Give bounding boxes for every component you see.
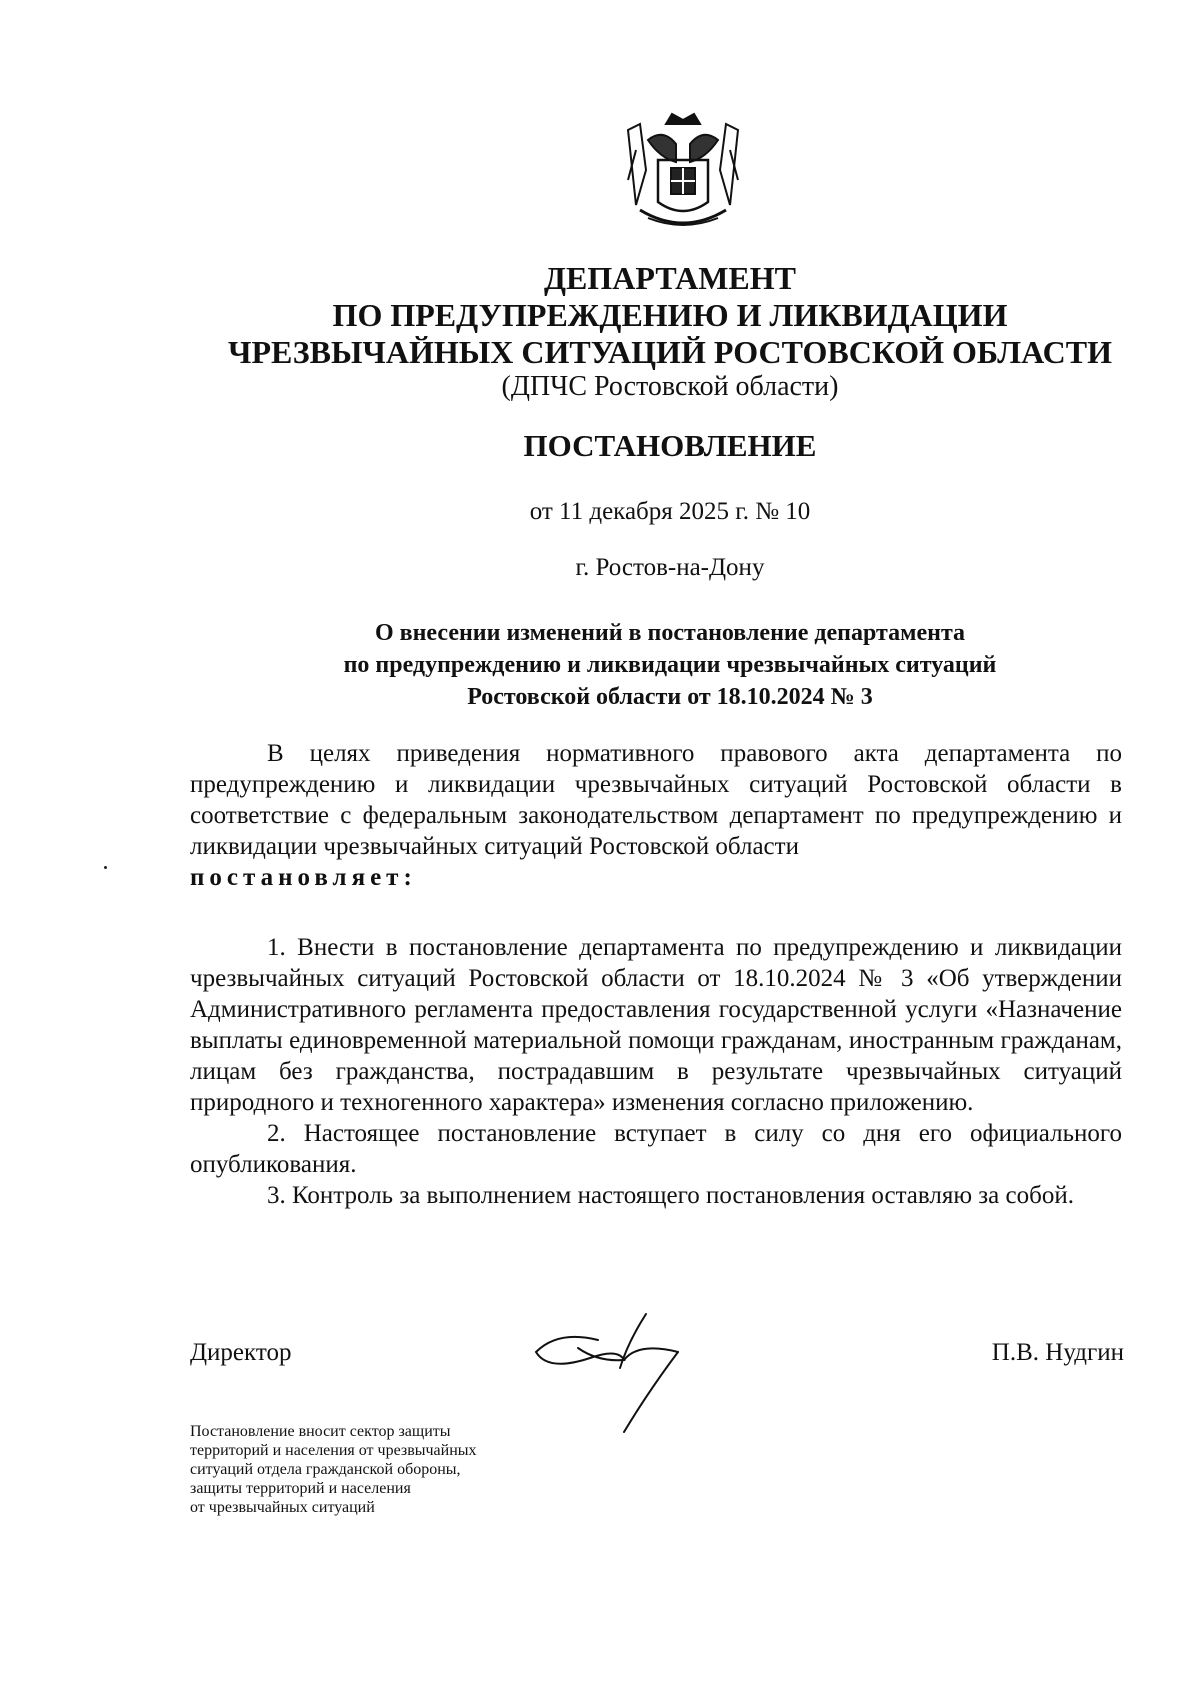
department-abbreviation: (ДПЧС Ростовской области) xyxy=(501,371,839,402)
resolution-item: 3. Контроль за выполнением настоящего постановления оставляю за собой. xyxy=(267,1182,1074,1209)
decree-word: постановляет: xyxy=(190,864,417,891)
footnote-line: территорий и населения от чрезвычайных xyxy=(190,1442,477,1459)
resolution-items xyxy=(190,932,1122,1211)
signatory-name: П.В. Нудгин xyxy=(991,1339,1124,1366)
footnote xyxy=(190,1422,477,1517)
handwritten-signature xyxy=(528,1312,708,1434)
footnote-line: Постановление вносит сектор защиты xyxy=(190,1423,451,1440)
department-line: ДЕПАРТАМЕНТ xyxy=(544,260,796,296)
department-name xyxy=(0,260,1200,371)
preamble xyxy=(190,738,1122,893)
document-city: г. Ростов-на-Дону xyxy=(575,554,765,581)
department-line: ПО ПРЕДУПРЕЖДЕНИЮ И ЛИКВИДАЦИИ xyxy=(332,297,1008,333)
document-date-number: от 11 декабря 2025 г. № 10 xyxy=(529,498,811,525)
footnote-line: защиты территорий и населения xyxy=(190,1480,411,1497)
footnote-line: ситуаций отдела гражданской обороны, xyxy=(190,1461,461,1478)
resolution-item: 1. Внести в постановление департамента по предупреждению и ликвидации чрезвычайных ситуаций Ростовской области от 18.10.2024 № 3 «Об утверждении Административного регламента предоставления государственной услуги «Назначение выплаты единовременной материальной помощи гражданам, иностранным гражданам, лицам без гражданства, пострадавшим в результате чрезвычайных ситуаций природного и техногенного характера» изменения согласно приложению. xyxy=(190,934,1122,1116)
subject-line: О внесении изменений в постановление департамента xyxy=(374,620,966,646)
scan-speck xyxy=(104,866,107,869)
subject-line: Ростовской области от 18.10.2024 № 3 xyxy=(467,684,873,710)
coat-of-arms-icon xyxy=(618,110,748,235)
document-type: ПОСТАНОВЛЕНИЕ xyxy=(523,428,817,463)
resolution-item: 2. Настоящее постановление вступает в силу со дня его официального опубликования. xyxy=(190,1120,1122,1178)
document-subject xyxy=(0,617,1200,713)
preamble-text: В целях приведения нормативного правового акта департамента по предупреждению и ликвидации чрезвычайных ситуаций Ростовской области в соответствие с федеральным законодательством департамент по предупреждению и ликвидации чрезвычайных ситуаций Ростовской области xyxy=(190,740,1122,860)
department-line: ЧРЕЗВЫЧАЙНЫХ СИТУАЦИЙ РОСТОВСКОЙ ОБЛАСТИ xyxy=(228,334,1112,370)
subject-line: по предупреждению и ликвидации чрезвычайных ситуаций xyxy=(343,652,997,678)
signatory-position: Директор xyxy=(190,1339,292,1366)
footnote-line: от чрезвычайных ситуаций xyxy=(190,1499,375,1516)
